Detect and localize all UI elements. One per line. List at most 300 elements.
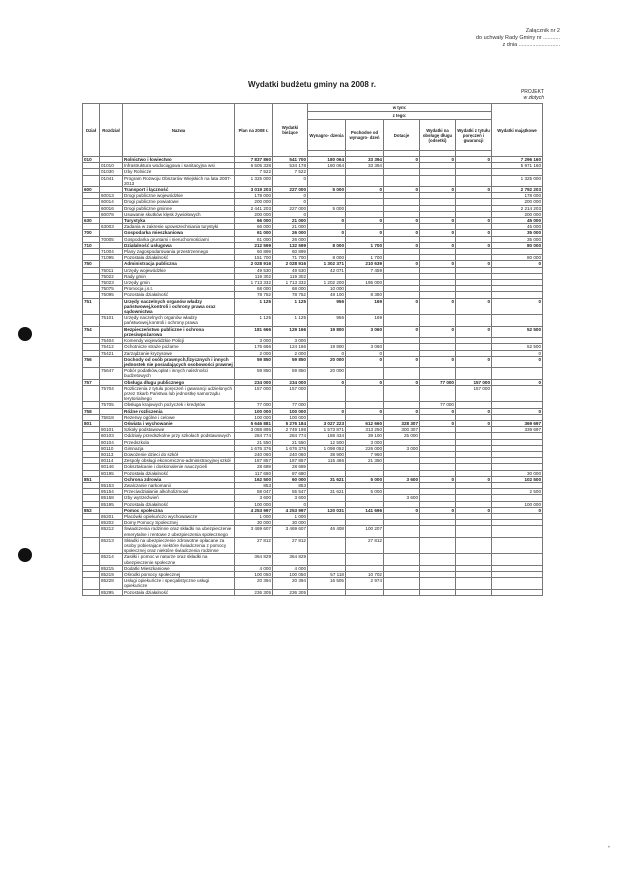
cell-dotacje: 0 bbox=[384, 408, 420, 414]
cell-plan: 364 829 bbox=[235, 554, 273, 565]
cell-biezace: 1 125 bbox=[273, 315, 308, 326]
cell-plan: 162 500 bbox=[235, 476, 273, 482]
attachment-note bbox=[476, 28, 560, 49]
cell-obsluga: 0 bbox=[420, 261, 456, 267]
cell-nazwa: Zespoły obsługi ekonomiczno-administracyjnej szkół bbox=[123, 458, 235, 464]
cell-nazwa: Ochrona zdrowia bbox=[123, 476, 235, 482]
cell-dotacje bbox=[384, 175, 420, 186]
cell-dzial bbox=[83, 385, 100, 402]
cell-wynagrodzenia bbox=[308, 554, 346, 565]
cell-majatkowe bbox=[492, 526, 543, 537]
cell-biezace: 284 774 bbox=[273, 433, 308, 439]
cell-biezace: 853 bbox=[273, 482, 308, 488]
cell-biezace: 87 680 bbox=[273, 470, 308, 476]
cell-pochodne: 27 812 bbox=[346, 537, 384, 554]
cell-plan: 5 646 881 bbox=[235, 420, 273, 426]
cell-wynagrodzenia: 5 000 bbox=[308, 205, 346, 211]
cell-biezace: 236 305 bbox=[273, 589, 308, 595]
cell-biezace: 1 125 bbox=[273, 298, 308, 315]
cell-poreczen: 0 bbox=[456, 298, 492, 315]
cell-majatkowe: 1 325 000 bbox=[492, 175, 543, 186]
cell-biezace: 227 000 bbox=[273, 187, 308, 193]
cell-wynagrodzenia: 12 500 bbox=[308, 439, 346, 445]
cell-plan: 68 000 bbox=[235, 286, 273, 292]
cell-majatkowe: 0 bbox=[492, 507, 543, 513]
cell-majatkowe: 0 bbox=[492, 350, 543, 356]
cell-poreczen bbox=[456, 368, 492, 379]
cell-nazwa: Gimnazja bbox=[123, 445, 235, 451]
cell-majatkowe bbox=[492, 589, 543, 595]
cell-wynagrodzenia: 38 900 bbox=[308, 451, 346, 457]
cell-wynagrodzenia bbox=[308, 385, 346, 402]
cell-plan: 78 752 bbox=[235, 292, 273, 298]
cell-majatkowe: 0 bbox=[492, 298, 543, 315]
cell-biezace: 100 050 bbox=[273, 572, 308, 578]
cell-majatkowe: 7 296 160 bbox=[492, 157, 543, 163]
cell-rozdzial: 85214 bbox=[100, 554, 123, 565]
cell-dotacje: 3 000 bbox=[384, 445, 420, 451]
cell-dzial: 758 bbox=[83, 408, 100, 414]
cell-nazwa: Ochotnicze straże pożarne bbox=[123, 344, 235, 350]
cell-biezace: 60 899 bbox=[273, 249, 308, 255]
cell-pochodne: 5 000 bbox=[346, 489, 384, 495]
cell-wynagrodzenia: 3 027 223 bbox=[308, 420, 346, 426]
cell-biezace: 49 530 bbox=[273, 267, 308, 273]
cell-majatkowe: 45 000 bbox=[492, 218, 543, 224]
cell-rozdzial: 75075 bbox=[100, 286, 123, 292]
cell-nazwa: Oddziały przedszkolne przy szkołach podstawowych bbox=[123, 433, 235, 439]
cell-plan: 3 088 895 bbox=[235, 427, 273, 433]
cell-dotacje: 300 307 bbox=[384, 427, 420, 433]
col-pochodne: Pochodne od wynagro- dzeń bbox=[346, 120, 384, 151]
cell-obsluga: 0 bbox=[420, 356, 456, 367]
cell-poreczen: 0 bbox=[456, 326, 492, 337]
cell-wynagrodzenia: 16 505 bbox=[308, 578, 346, 589]
col-obsluga: Wydatki na obsługę długu (odsetki) bbox=[420, 120, 456, 151]
cell-plan: 3 469 607 bbox=[235, 526, 273, 537]
cell-biezace: 20 394 bbox=[273, 578, 308, 589]
cell-nazwa: Urzędy wojewódzkie bbox=[123, 267, 235, 273]
cell-nazwa: Izby wytrzeźwień bbox=[123, 495, 235, 501]
cell-pochodne: 195 000 bbox=[346, 280, 384, 286]
cell-dotacje bbox=[384, 315, 420, 326]
cell-majatkowe bbox=[492, 554, 543, 565]
cell-plan: 176 666 bbox=[235, 344, 273, 350]
cell-rozdzial: 85212 bbox=[100, 526, 123, 537]
cell-pochodne: 210 639 bbox=[346, 261, 384, 267]
cell-dzial: 750 bbox=[83, 261, 100, 267]
cell-majatkowe: 0 bbox=[492, 356, 543, 367]
cell-rozdzial: 85201 bbox=[100, 513, 123, 519]
col-majatkowe: Wydatki majątkowe bbox=[492, 104, 543, 157]
cell-biezace: 60 000 bbox=[273, 476, 308, 482]
cell-obsluga bbox=[420, 554, 456, 565]
cell-biezace: 100 000 bbox=[273, 414, 308, 420]
cell-rozdzial: 75404 bbox=[100, 338, 123, 344]
cell-plan: 119 302 bbox=[235, 273, 273, 279]
cell-nazwa: Przedszkola bbox=[123, 439, 235, 445]
cell-nazwa: Przeciwdziałanie alkoholizmowi bbox=[123, 489, 235, 495]
punch-hole-bottom bbox=[18, 548, 32, 562]
cell-wynagrodzenia: 1 202 200 bbox=[308, 280, 346, 286]
cell-wynagrodzenia: 0 bbox=[308, 218, 346, 224]
cell-nazwa: Transport i łączność bbox=[123, 187, 235, 193]
cell-nazwa: Urzędy naczelnych organów władzy państwowej,kontroli i ochrony prawa oraz sądownictwa bbox=[123, 298, 235, 315]
cell-pochodne: 21 350 bbox=[346, 458, 384, 464]
cell-plan: 284 774 bbox=[235, 433, 273, 439]
cell-dotacje: 3 600 bbox=[384, 495, 420, 501]
cell-rozdzial: 80113 bbox=[100, 451, 123, 457]
cell-majatkowe: 100 000 bbox=[492, 501, 543, 507]
cell-majatkowe: 200 000 bbox=[492, 211, 543, 217]
cell-biezace: 2 749 198 bbox=[273, 427, 308, 433]
cell-plan: 1 676 376 bbox=[235, 445, 273, 451]
cell-plan: 6 505 338 bbox=[235, 163, 273, 169]
cell-wynagrodzenia: 120 031 bbox=[308, 507, 346, 513]
cell-nazwa: Zarządzanie kryzysowe bbox=[123, 350, 235, 356]
cell-nazwa: Pozostała działalność bbox=[123, 589, 235, 595]
cell-biezace: 0 bbox=[273, 199, 308, 205]
cell-wynagrodzenia: 0 bbox=[308, 408, 346, 414]
cell-nazwa: Pomoc społeczna bbox=[123, 507, 235, 513]
cell-majatkowe bbox=[492, 368, 543, 379]
cell-obsluga: 0 bbox=[420, 218, 456, 224]
cell-dotacje bbox=[384, 526, 420, 537]
cell-nazwa: Dodatki Mieszkaniowe bbox=[123, 565, 235, 571]
cell-majatkowe: 2 214 203 bbox=[492, 205, 543, 211]
cell-rozdzial: 80104 bbox=[100, 439, 123, 445]
cell-dotacje: 0 bbox=[384, 261, 420, 267]
cell-plan: 200 000 bbox=[235, 199, 273, 205]
cell-pochodne: 2 974 bbox=[346, 578, 384, 589]
cell-nazwa: Rozliczenia z tytułu poręczeń i gwarancji udzielonych przez Skarb Państwa lub jednostkę samorządu terytorialnego bbox=[123, 385, 235, 402]
cell-dzial bbox=[83, 537, 100, 554]
cell-wynagrodzenia: 20 000 bbox=[308, 368, 346, 379]
cell-wynagrodzenia: 19 800 bbox=[308, 344, 346, 350]
cell-plan: 1 000 bbox=[235, 513, 273, 519]
punch-hole-top bbox=[18, 327, 32, 341]
cell-rozdzial: 85228 bbox=[100, 578, 123, 589]
cell-rozdzial: 75023 bbox=[100, 280, 123, 286]
cell-plan: 77 000 bbox=[235, 402, 273, 408]
cell-wynagrodzenia: 20 000 bbox=[308, 356, 346, 367]
cell-majatkowe: 52 500 bbox=[492, 326, 543, 337]
cell-nazwa: Obsługa długu publicznego bbox=[123, 379, 235, 385]
cell-poreczen bbox=[456, 526, 492, 537]
cell-pochodne: 1 700 bbox=[346, 255, 384, 261]
cell-nazwa: Drogi publiczne gminne bbox=[123, 205, 235, 211]
cell-obsluga bbox=[420, 385, 456, 402]
cell-wynagrodzenia: 115 466 bbox=[308, 458, 346, 464]
cell-wynagrodzenia: 8 000 bbox=[308, 242, 346, 248]
cell-wynagrodzenia: 31 621 bbox=[308, 476, 346, 482]
cell-nazwa: Komendy wojewódzkie Policji bbox=[123, 338, 235, 344]
cell-pochodne: 169 bbox=[346, 298, 384, 315]
cell-dotacje: 25 000 bbox=[384, 433, 420, 439]
cell-dzial bbox=[83, 589, 100, 595]
cell-pochodne: 0 bbox=[346, 230, 384, 236]
cell-poreczen bbox=[456, 554, 492, 565]
cell-majatkowe: 200 000 bbox=[492, 199, 543, 205]
cell-plan: 7 837 860 bbox=[235, 157, 273, 163]
cell-rozdzial: 60014 bbox=[100, 199, 123, 205]
cell-rozdzial: 85215 bbox=[100, 565, 123, 571]
cell-poreczen bbox=[456, 175, 492, 186]
cell-wynagrodzenia: 180 064 bbox=[308, 157, 346, 163]
section-row bbox=[83, 326, 543, 337]
cell-plan: 1 713 332 bbox=[235, 280, 273, 286]
cell-nazwa: Pobór podatków,opłat i innych należności budżetowych bbox=[123, 368, 235, 379]
cell-wynagrodzenia: 57 118 bbox=[308, 572, 346, 578]
cell-pochodne bbox=[346, 175, 384, 186]
cell-biezace: 234 000 bbox=[273, 379, 308, 385]
page-edge-mark: • bbox=[607, 845, 610, 851]
cell-nazwa: Placówki opiekuńczo wychowawcze bbox=[123, 513, 235, 519]
cell-dzial: 751 bbox=[83, 298, 100, 315]
cell-plan: 58 047 bbox=[235, 489, 273, 495]
cell-rozdzial: 80103 bbox=[100, 433, 123, 439]
cell-dzial: 851 bbox=[83, 476, 100, 482]
cell-plan: 2 000 bbox=[235, 350, 273, 356]
cell-majatkowe: 0 bbox=[492, 379, 543, 385]
cell-pochodne: 33 394 bbox=[346, 163, 384, 169]
cell-biezace: 3 600 bbox=[273, 495, 308, 501]
cell-nazwa: Bezpieczeństwo publiczne i ochrona przeciwpożarowa bbox=[123, 326, 235, 337]
cell-biezace: 5 276 184 bbox=[273, 420, 308, 426]
cell-majatkowe: 52 500 bbox=[492, 344, 543, 350]
cell-biezace: 0 bbox=[273, 501, 308, 507]
cell-pochodne: 39 100 bbox=[346, 433, 384, 439]
cell-wynagrodzenia: 0 bbox=[308, 350, 346, 356]
attachment-line-3: z dnia ........................... bbox=[502, 42, 560, 48]
cell-biezace: 2 000 bbox=[273, 350, 308, 356]
cell-plan: 212 599 bbox=[235, 242, 273, 248]
cell-plan: 100 000 bbox=[235, 408, 273, 414]
cell-nazwa: Domy Pomocy Społecznej bbox=[123, 520, 235, 526]
cell-biezace: 0 bbox=[273, 211, 308, 217]
cell-rozdzial: 75647 bbox=[100, 368, 123, 379]
cell-biezace: 100 000 bbox=[273, 408, 308, 414]
project-note bbox=[521, 89, 544, 101]
cell-nazwa: Zasiłki i pomoc w naturze oraz składki na ubezpieczenie społeczne bbox=[123, 554, 235, 565]
cell-dotacje: 0 bbox=[384, 356, 420, 367]
cell-rozdzial: 85158 bbox=[100, 495, 123, 501]
cell-obsluga: 0 bbox=[420, 157, 456, 163]
cell-dzial: 852 bbox=[83, 507, 100, 513]
attachment-line-1: Załącznik nr 2 bbox=[525, 28, 560, 34]
cell-biezace: 7 522 bbox=[273, 169, 308, 175]
cell-biezace: 4 253 997 bbox=[273, 507, 308, 513]
cell-plan: 157 000 bbox=[235, 385, 273, 402]
cell-pochodne: 0 bbox=[346, 218, 384, 224]
cell-nazwa: Świadczenia rodzinne oraz składki na ubezpieczenie emerytalne i rentowe z ubezpieczenia społecznego bbox=[123, 526, 235, 537]
cell-pochodne: 7 459 bbox=[346, 267, 384, 273]
cell-pochodne: 10 702 bbox=[346, 572, 384, 578]
col-nazwa: Nazwa bbox=[123, 104, 235, 157]
cell-pochodne: 100 207 bbox=[346, 526, 384, 537]
cell-majatkowe: 178 000 bbox=[492, 193, 543, 199]
cell-pochodne: 7 960 bbox=[346, 451, 384, 457]
cell-biezace: 1 000 bbox=[273, 513, 308, 519]
cell-pochodne: 0 bbox=[346, 187, 384, 193]
cell-poreczen: 0 bbox=[456, 157, 492, 163]
cell-rozdzial: 80195 bbox=[100, 470, 123, 476]
cell-nazwa: Pozostała działalność bbox=[123, 255, 235, 261]
table-row bbox=[83, 537, 543, 554]
col-dotacje: Dotacje bbox=[384, 120, 420, 151]
col-z-tego: z tego: bbox=[308, 112, 492, 120]
cell-dzial: 757 bbox=[83, 379, 100, 385]
cell-nazwa: Infrastruktura wodociągowa i sanitacyjna wsi bbox=[123, 163, 235, 169]
cell-majatkowe: 5 971 160 bbox=[492, 163, 543, 169]
cell-rozdzial: 75705 bbox=[100, 402, 123, 408]
cell-plan: 100 050 bbox=[235, 572, 273, 578]
cell-dotacje: 0 bbox=[384, 230, 420, 236]
cell-dzial bbox=[83, 578, 100, 589]
col-poreczen: Wydatki z tytułu poręczeń i gwarancji bbox=[456, 120, 492, 151]
cell-wynagrodzenia: 46 408 bbox=[308, 526, 346, 537]
cell-obsluga bbox=[420, 537, 456, 554]
cell-dotacje bbox=[384, 385, 420, 402]
cell-pochodne: 226 000 bbox=[346, 445, 384, 451]
cell-biezace: 240 060 bbox=[273, 451, 308, 457]
cell-wynagrodzenia: 31 621 bbox=[308, 489, 346, 495]
cell-plan: 240 060 bbox=[235, 451, 273, 457]
cell-nazwa: Oświata i wychowanie bbox=[123, 420, 235, 426]
table-row bbox=[83, 578, 543, 589]
col-wynagrodzenia: Wynagro- dzenia bbox=[308, 120, 346, 151]
cell-rozdzial: 85202 bbox=[100, 520, 123, 526]
cell-dzial: 600 bbox=[83, 187, 100, 193]
cell-obsluga: 77 000 bbox=[420, 402, 456, 408]
cell-majatkowe: 35 000 bbox=[492, 236, 543, 242]
cell-nazwa: Pozostała działalność bbox=[123, 470, 235, 476]
cell-wynagrodzenia: 0 bbox=[308, 379, 346, 385]
cell-dotacje: 0 bbox=[384, 507, 420, 513]
cell-rozdzial: 80110 bbox=[100, 445, 123, 451]
cell-rozdzial: 80146 bbox=[100, 464, 123, 470]
cell-majatkowe bbox=[492, 537, 543, 554]
cell-rozdzial: 75095 bbox=[100, 292, 123, 298]
cell-nazwa: Ośrodki pomocy społecznej bbox=[123, 572, 235, 578]
cell-plan: 28 689 bbox=[235, 464, 273, 470]
cell-plan: 66 000 bbox=[235, 218, 273, 224]
cell-rozdzial: 71095 bbox=[100, 255, 123, 261]
cell-nazwa: Usuwanie skutków klęsk żywiołowych bbox=[123, 211, 235, 217]
cell-rozdzial: 01010 bbox=[100, 163, 123, 169]
cell-biezace: 59 850 bbox=[273, 368, 308, 379]
cell-rozdzial: 85213 bbox=[100, 537, 123, 554]
cell-majatkowe: 102 500 bbox=[492, 476, 543, 482]
cell-dzial: 756 bbox=[83, 356, 100, 367]
cell-biezace: 227 000 bbox=[273, 205, 308, 211]
cell-nazwa: Pozostała działalność bbox=[123, 292, 235, 298]
cell-biezace: 1 676 376 bbox=[273, 445, 308, 451]
cell-biezace: 21 550 bbox=[273, 439, 308, 445]
cell-wynagrodzenia: 1 573 871 bbox=[308, 427, 346, 433]
cell-nazwa: Rolnictwo i łowiectwo bbox=[123, 157, 235, 163]
cell-poreczen bbox=[456, 315, 492, 326]
cell-obsluga: 0 bbox=[420, 230, 456, 236]
cell-plan: 27 812 bbox=[235, 537, 273, 554]
cell-biezace: 541 700 bbox=[273, 157, 308, 163]
cell-plan: 30 000 bbox=[235, 520, 273, 526]
cell-rozdzial: 01030 bbox=[100, 169, 123, 175]
cell-nazwa: Turystyka bbox=[123, 218, 235, 224]
cell-poreczen: 0 bbox=[456, 230, 492, 236]
cell-biezace: 3 469 607 bbox=[273, 526, 308, 537]
cell-poreczen bbox=[456, 589, 492, 595]
cell-rozdzial: 85195 bbox=[100, 501, 123, 507]
cell-majatkowe bbox=[492, 315, 543, 326]
cell-plan: 2 028 916 bbox=[235, 261, 273, 267]
cell-pochodne bbox=[346, 368, 384, 379]
cell-majatkowe: 339 697 bbox=[492, 427, 543, 433]
cell-obsluga: 0 bbox=[420, 507, 456, 513]
cell-majatkowe: 30 000 bbox=[492, 470, 543, 476]
cell-wynagrodzenia: 956 bbox=[308, 298, 346, 315]
cell-plan: 59 850 bbox=[235, 356, 273, 367]
cell-biezace: 21 000 bbox=[273, 218, 308, 224]
cell-obsluga: 0 bbox=[420, 298, 456, 315]
cell-poreczen: 157 000 bbox=[456, 385, 492, 402]
cell-rozdzial bbox=[100, 356, 123, 367]
cell-dzial bbox=[83, 315, 100, 326]
cell-nazwa: Rady gmin bbox=[123, 273, 235, 279]
cell-dotacje bbox=[384, 368, 420, 379]
cell-wynagrodzenia: 42 071 bbox=[308, 267, 346, 273]
cell-rozdzial: 75818 bbox=[100, 414, 123, 420]
cell-obsluga: 0 bbox=[420, 242, 456, 248]
cell-nazwa: Różne rozliczenia bbox=[123, 408, 235, 414]
cell-plan: 4 000 bbox=[235, 565, 273, 571]
cell-biezace: 26 000 bbox=[273, 230, 308, 236]
cell-rozdzial: 70005 bbox=[100, 236, 123, 242]
cell-wynagrodzenia: 10 000 bbox=[308, 286, 346, 292]
cell-dzial: 630 bbox=[83, 218, 100, 224]
cell-obsluga bbox=[420, 589, 456, 595]
cell-obsluga: 77 000 bbox=[420, 379, 456, 385]
cell-pochodne bbox=[346, 554, 384, 565]
cell-obsluga: 0 bbox=[420, 420, 456, 426]
cell-dotacje: 0 bbox=[384, 326, 420, 337]
cell-nazwa: Składki na ubezpieczenie zdrowotne opłacane za osoby pobierające niektóre świadczenia z pomocy społecznej oraz niektóre świadczenia rodzinne bbox=[123, 537, 235, 554]
cell-obsluga bbox=[420, 578, 456, 589]
cell-nazwa: Działalność usługowa bbox=[123, 242, 235, 248]
cell-plan: 3 019 203 bbox=[235, 187, 273, 193]
cell-nazwa: Rezerwy ogólne i celowe bbox=[123, 414, 235, 420]
cell-dotacje bbox=[384, 589, 420, 595]
col-dzial: Dział bbox=[83, 104, 100, 157]
cell-majatkowe bbox=[492, 385, 543, 402]
cell-plan: 181 666 bbox=[235, 326, 273, 337]
cell-nazwa: Urzędy naczelnych organów władzy państwowej,kontroli i ochrony prawa bbox=[123, 315, 235, 326]
cell-biezace: 119 302 bbox=[273, 273, 308, 279]
cell-plan: 21 550 bbox=[235, 439, 273, 445]
cell-plan: 60 899 bbox=[235, 249, 273, 255]
cell-rozdzial: 60013 bbox=[100, 193, 123, 199]
cell-dotacje: 0 bbox=[384, 218, 420, 224]
cell-dotacje: 328 307 bbox=[384, 420, 420, 426]
cell-plan: 49 530 bbox=[235, 267, 273, 273]
table-row bbox=[83, 589, 543, 595]
cell-dotacje bbox=[384, 537, 420, 554]
table-row bbox=[83, 554, 543, 565]
cell-dotacje: 0 bbox=[384, 242, 420, 248]
cell-nazwa: Urzędy gmin bbox=[123, 280, 235, 286]
cell-rozdzial: 75022 bbox=[100, 273, 123, 279]
cell-pochodne: 169 bbox=[346, 315, 384, 326]
